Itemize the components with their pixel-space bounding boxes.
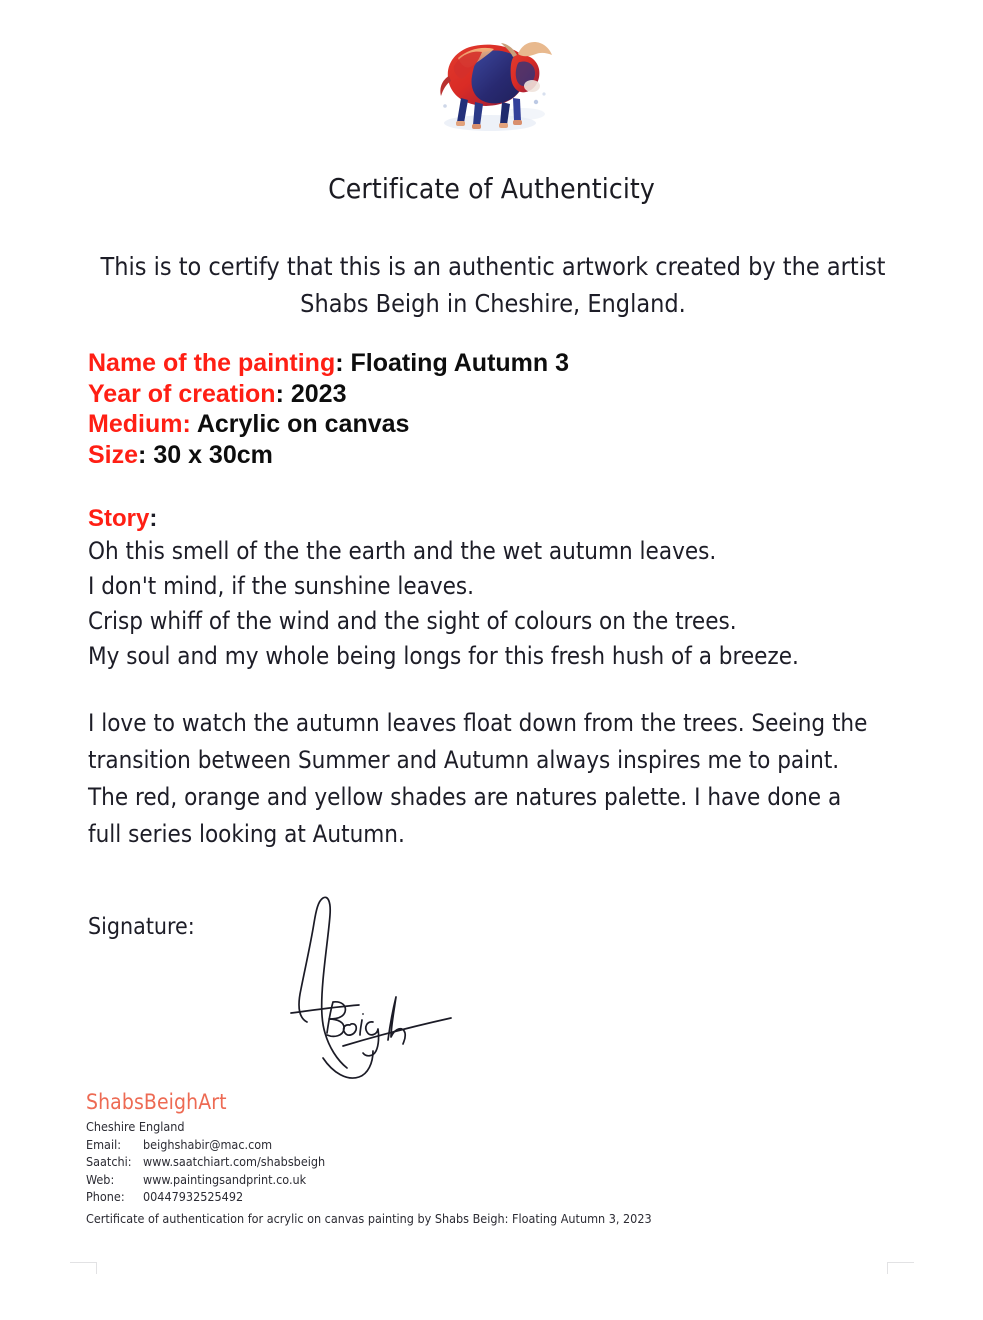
contact-value-saatchi[interactable]: www.saatchiart.com/shabsbeigh (143, 1154, 326, 1169)
detail-label-size: Size (88, 440, 139, 469)
contact-city: Cheshire England (86, 1119, 185, 1134)
bull-artwork-icon (428, 22, 556, 140)
signature-label: Signature: (88, 914, 195, 940)
detail-value-size: 30 x 30cm (153, 440, 273, 469)
detail-colon-name: : (335, 349, 344, 377)
story-poem-line: Crisp whiff of the wind and the sight of colours on the trees. (88, 607, 737, 635)
contact-row-email (86, 1136, 325, 1154)
story-paragraph: I love to watch the autumn leaves float down from the trees. Seeing the transition between Summer and Autumn always inspires me to paint. The red, orange and yellow shades are natures palette. I have done a full series looking at Autumn. (88, 709, 868, 848)
contact-key-phone: Phone: (86, 1189, 125, 1204)
contact-key-web: Web: (86, 1171, 115, 1187)
detail-value-medium: Acrylic on canvas (196, 410, 410, 438)
detail-row-medium (88, 409, 569, 440)
story-poem-line: I don't mind, if the sunshine leaves. (88, 572, 475, 600)
footer-caption: Certificate of authentication for acrylic on canvas painting by Shabs Beigh: Floating Autumn 3, 2023 (86, 1211, 652, 1226)
page-title: Certificate of Authenticity (328, 172, 655, 205)
detail-value-year: 2023 (290, 379, 347, 408)
story-heading-label: Story (88, 505, 150, 532)
detail-label-year: Year of creation (88, 379, 276, 408)
contact-value-phone: 00447932525492 (143, 1189, 244, 1204)
story-poem-line: My soul and my whole being longs for this fresh hush of a breeze. (88, 642, 799, 670)
detail-row-year (88, 379, 569, 410)
detail-colon-size: : (138, 440, 147, 469)
detail-row-name (88, 348, 569, 379)
contact-key-email: Email: (86, 1136, 121, 1152)
contact-row-saatchi (86, 1153, 325, 1171)
detail-row-size (88, 440, 569, 471)
detail-label-name: Name of the painting (88, 349, 336, 377)
contact-value-email[interactable]: beighshabir@mac.com (143, 1136, 273, 1152)
contact-block (86, 1118, 325, 1206)
crop-mark-left (70, 1262, 97, 1274)
story-poem-line: Oh this smell of the the earth and the wet autumn leaves. (88, 537, 717, 565)
artwork-details (88, 348, 569, 470)
story-heading-colon: : (149, 505, 158, 532)
contact-row-phone (86, 1188, 325, 1206)
logo-container (0, 22, 983, 140)
intro-paragraph: This is to certify that this is an authentic artwork created by the artist Shabs Beigh in Cheshire, England. (100, 252, 886, 318)
detail-colon-year: : (275, 379, 284, 408)
contact-row-web (86, 1171, 325, 1189)
detail-value-name: Floating Autumn 3 (350, 349, 570, 377)
contact-value-web[interactable]: www.paintingsandprint.co.uk (143, 1171, 307, 1187)
detail-label-medium: Medium: (88, 410, 191, 438)
crop-mark-right (887, 1262, 914, 1274)
brand-name: ShabsBeighArt (86, 1090, 227, 1114)
contact-key-saatchi: Saatchi: (86, 1154, 132, 1169)
story-heading (88, 505, 157, 533)
signature-mark (255, 885, 485, 1085)
story-poem (88, 534, 928, 674)
